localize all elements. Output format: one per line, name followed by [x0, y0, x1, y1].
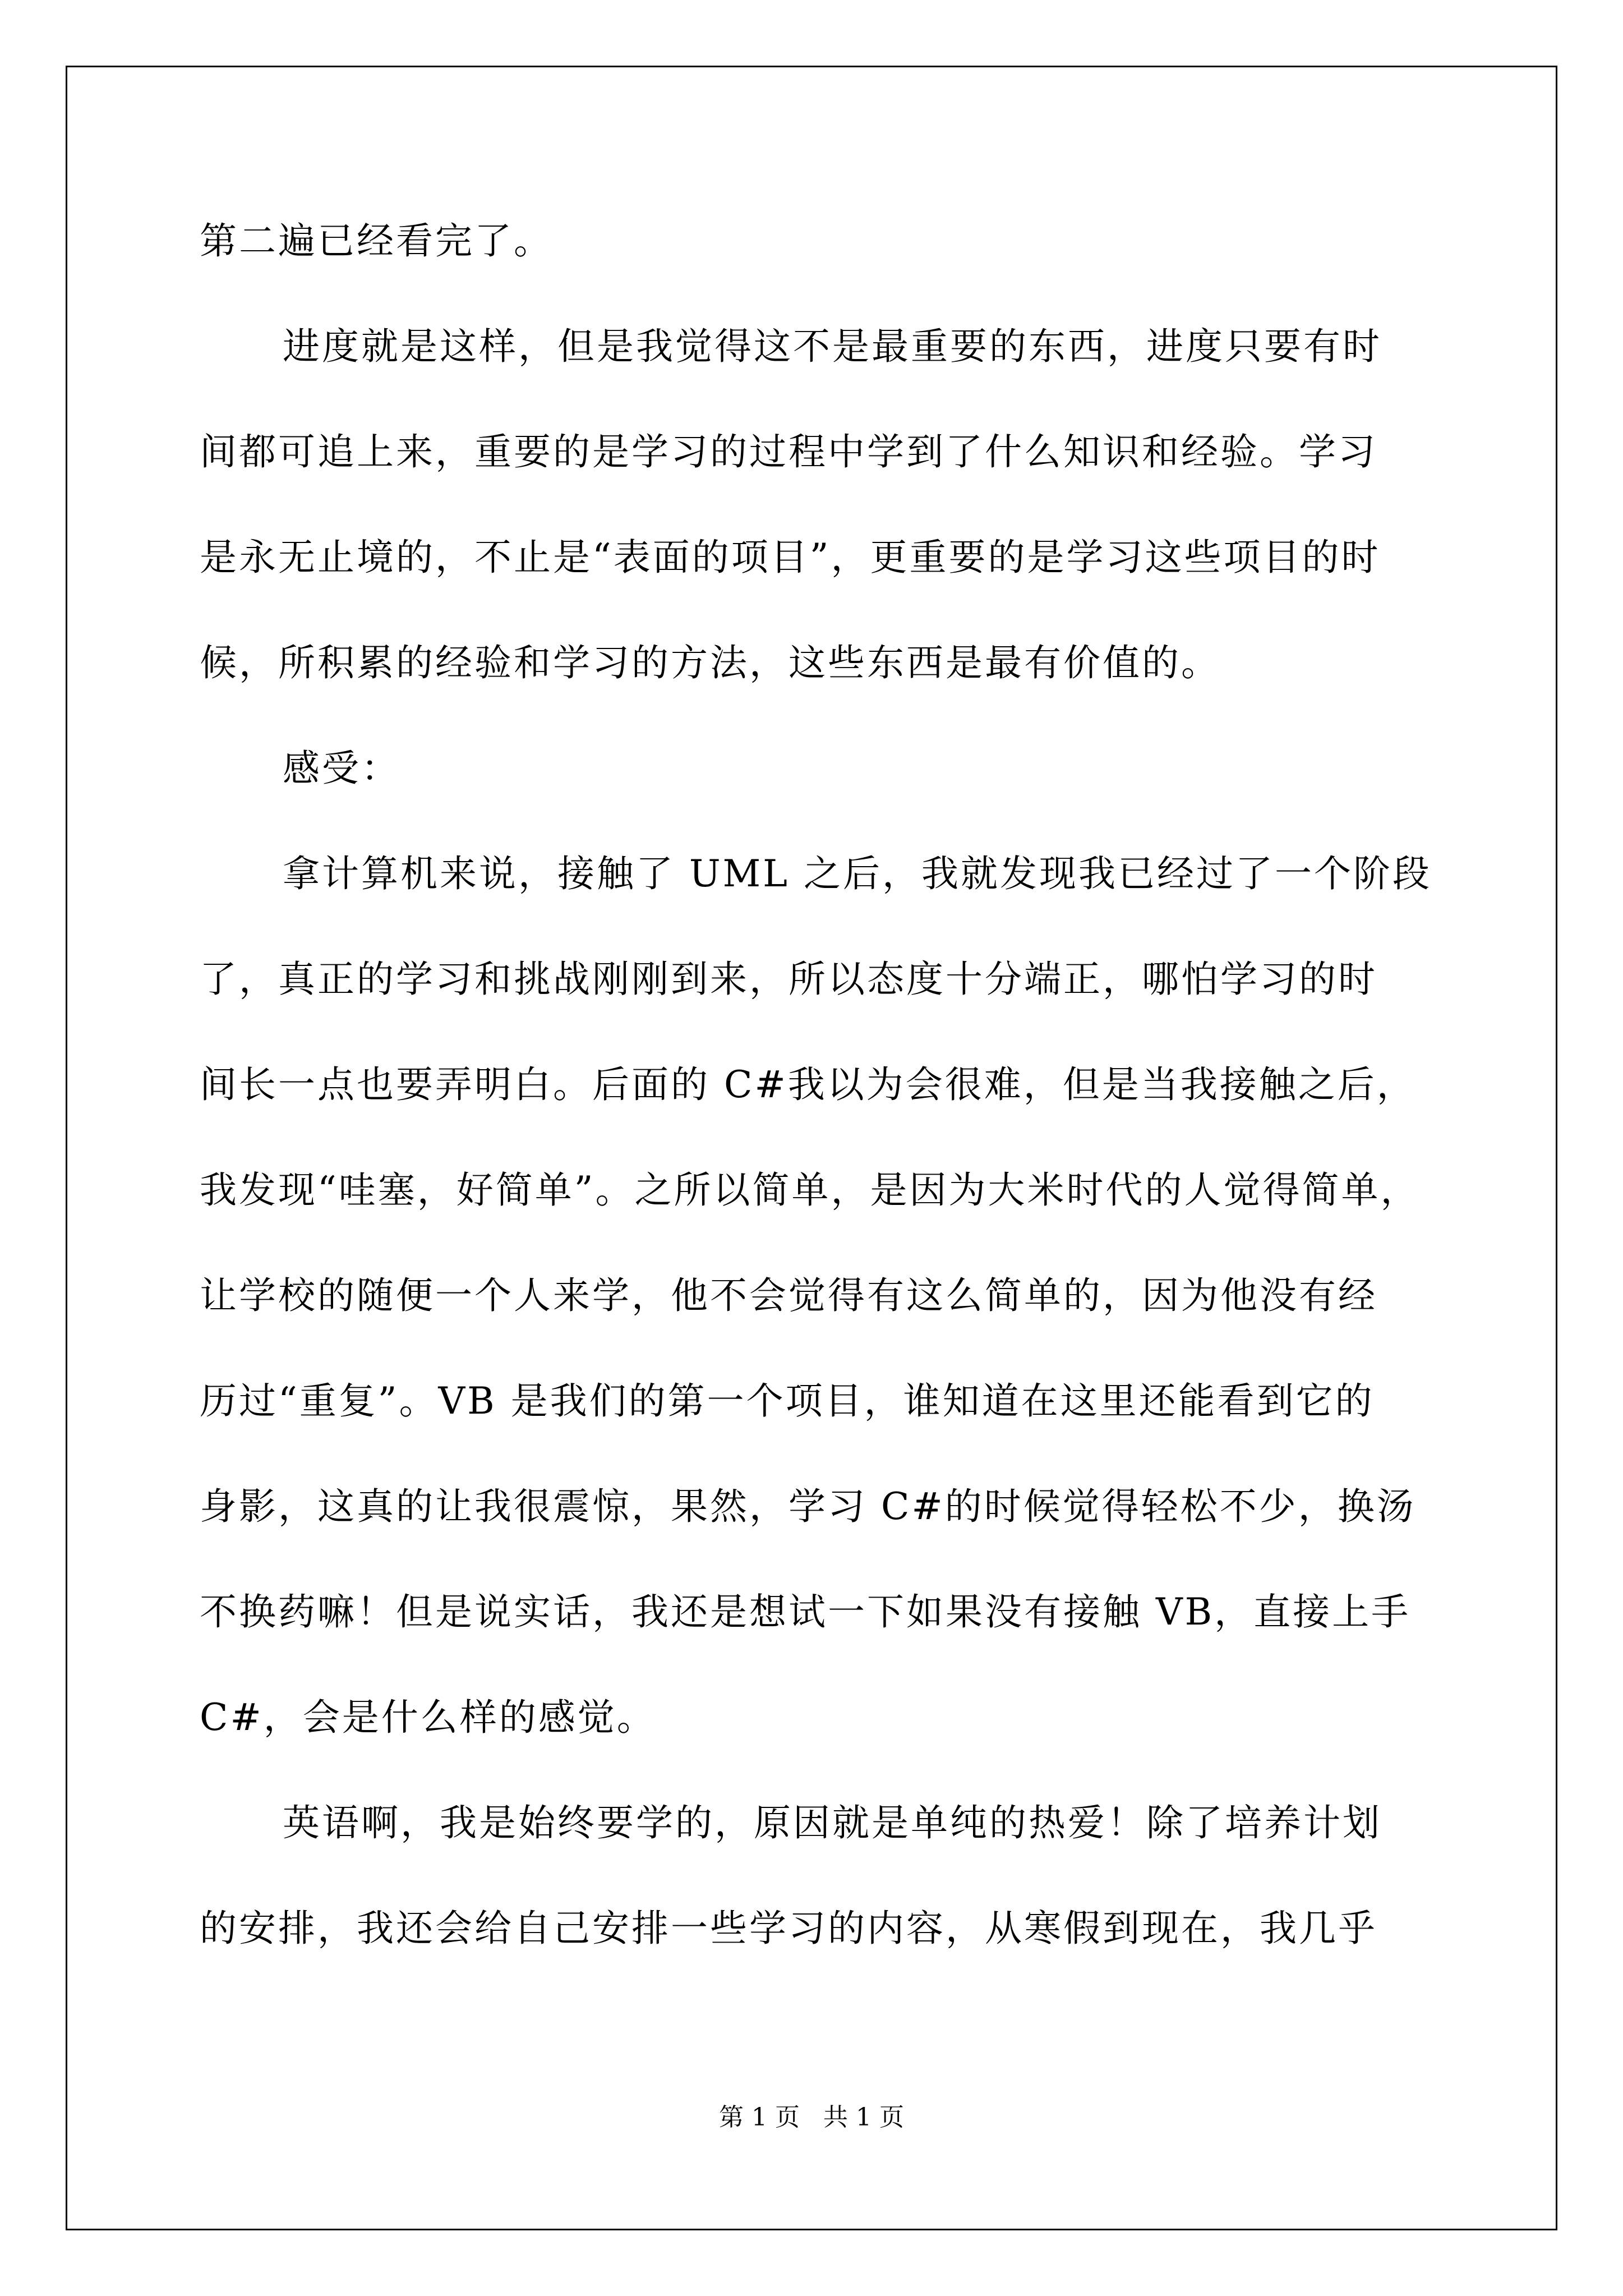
text-line: 了，真正的学习和挑战刚刚到来，所以态度十分端正，哪怕学习的时 — [200, 958, 1377, 1001]
text-line: 不换药嘛！但是说实话，我还是想试一下如果没有接触 VB，直接上手 — [200, 1590, 1411, 1634]
text-line: 是永无止境的，不止是“表面的项目”，更重要的是学习这些项目的时 — [200, 536, 1381, 579]
text-line: 拿计算机来说，接触了 UML 之后，我就发现我已经过了一个阶段 — [283, 852, 1432, 895]
document-body — [200, 208, 1433, 2000]
text-line: 身影，这真的让我很震惊，果然，学习 C#的时候觉得轻松不少，换汤 — [200, 1485, 1416, 1528]
text-line: 进度就是这样，但是我觉得这不是最重要的东西，进度只要有时 — [283, 325, 1382, 368]
text-line: 英语啊，我是始终要学的，原因就是单纯的热爱！除了培养计划 — [283, 1801, 1382, 1844]
text-line: 候，所积累的经验和学习的方法，这些东西是最有价值的。 — [200, 641, 1220, 684]
text-line: 间长一点也要弄明白。后面的 C#我以为会很难，但是当我接触之后， — [200, 1063, 1416, 1106]
text-line: 第二遍已经看完了。 — [200, 219, 553, 263]
text-line: 历过“重复”。VB 是我们的第一个项目，谁知道在这里还能看到它的 — [200, 1379, 1375, 1423]
text-line: 感受： — [283, 747, 400, 790]
text-line: 让学校的随便一个人来学，他不会觉得有这么简单的，因为他没有经 — [200, 1274, 1377, 1317]
text-line: 间都可追上来，重要的是学习的过程中学到了什么知识和经验。学习 — [200, 430, 1377, 473]
text-line: 的安排，我还会给自己安排一些学习的内容，从寒假到现在，我几乎 — [200, 1907, 1377, 1950]
text-line: 我发现“哇塞，好简单”。之所以简单，是因为大米时代的人觉得简单， — [200, 1168, 1420, 1212]
text-line: C#，会是什么样的感觉。 — [200, 1696, 656, 1739]
page-footer: 第 1 页 共 1 页 — [719, 2103, 904, 2132]
